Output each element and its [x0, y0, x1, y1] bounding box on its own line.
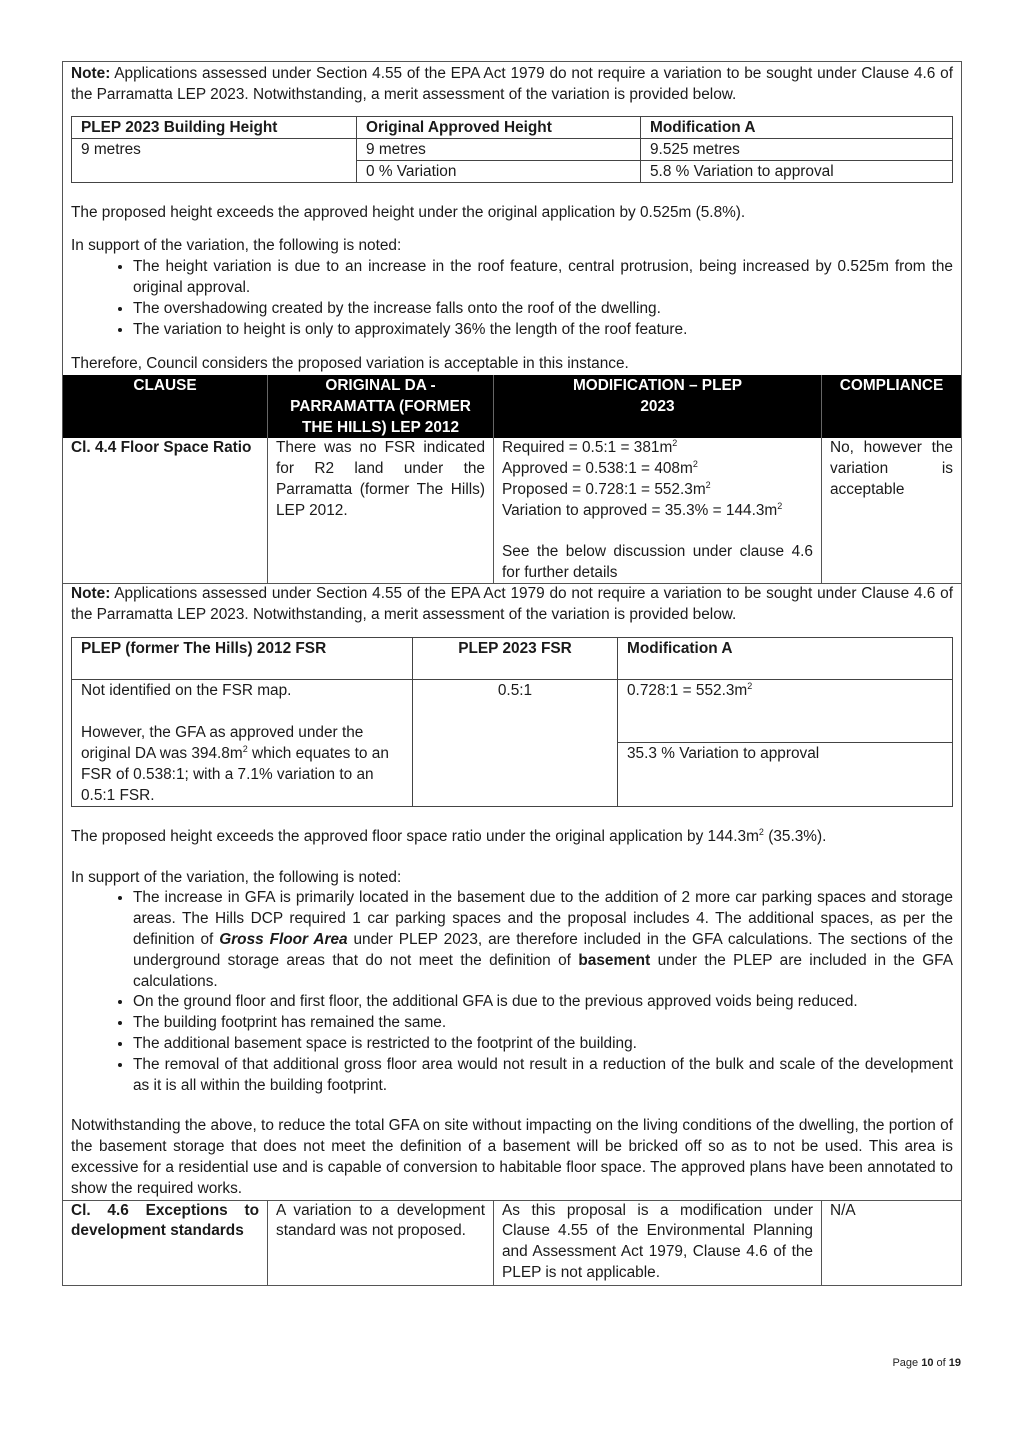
note-text: Applications assessed under Section 4.55 of the EPA Act 1979 do not require a variation to be sought under Clause 4.6 of the Parramatta LEP 2023. Notwithstanding, a merit assessment of the variation is provided below. [71, 585, 953, 623]
approved-line: Approved = 0.538:1 = 408m [502, 459, 693, 477]
table-cell: 9 metres [357, 138, 641, 160]
page-number [892, 1353, 961, 1374]
list-item [133, 888, 953, 992]
table-cell: 0.5:1 [413, 679, 618, 806]
modification-note: See the below discussion under clause 4.6 for further details [502, 543, 813, 582]
compliance-cell: No, however the variation is acceptable [830, 439, 953, 498]
point-text: The increase in GFA is primarily located in the basement due to the addition of 2 more car parking spaces and storage areas. The Hills DCP required 1 car parking spaces and the proposal includes 4. The additional spaces, as per the definition of [133, 889, 953, 948]
superscript: 2 [758, 826, 764, 837]
height-section [63, 62, 961, 375]
page-prefix: Page [892, 1357, 922, 1369]
table-header: PLEP 2023 FSR [413, 637, 618, 679]
fsr-summary-pct: (35.3%). [763, 827, 827, 845]
gfa-text-cont: which equates to an FSR of 0.538:1; with a 7.1% variation to an 0.5:1 FSR. [81, 744, 389, 804]
superscript: 2 [692, 458, 698, 469]
note-label: Note: [71, 65, 111, 82]
table-header: Modification A [641, 116, 953, 138]
page-current: 10 [921, 1357, 934, 1369]
table-cell: 0 % Variation [357, 160, 641, 182]
height-summary: The proposed height exceeds the approved height under the original application by 0.525m (5.8%). [71, 203, 746, 221]
compliance-cell: N/A [830, 1201, 856, 1219]
basement-term: basement [578, 951, 651, 969]
point-text: under PLEP 2023, are therefore included in the GFA calculations. The sections of the underground storage areas that do not meet the definition of [133, 930, 954, 969]
fsr-map-text: Not identified on the FSR map. [81, 681, 292, 699]
table-header: Original Approved Height [357, 116, 641, 138]
table-cell [618, 679, 953, 743]
superscript: 2 [747, 680, 753, 691]
fsr-table [71, 637, 953, 807]
superscript: 2 [672, 438, 678, 449]
table-cell: 9.525 metres [641, 138, 953, 160]
note-label: Note: [71, 585, 111, 603]
fsr-conclusion: Notwithstanding the above, to reduce the total GFA on site without impacting on the living conditions of the dwelling, the portion of the basement storage that does not meet the definition of a basement will be bricked off so as to not be used. This area is excessive for a residential use and is capable of conversion to habitable floor space. The approved plans have been annotated to show the required works. [71, 1117, 953, 1197]
superscript: 2 [705, 479, 711, 490]
table-header-row [63, 375, 961, 438]
header-modification: MODIFICATION – PLEP 2023 [494, 375, 822, 438]
table-cell [72, 679, 413, 806]
table-header: Modification A [618, 637, 953, 679]
support-intro: In support of the variation, the following is noted: [71, 237, 402, 255]
proposed-fsr: 0.728:1 = 552.3m [627, 681, 748, 699]
list-item: • The removal of that additional gross floor area would not result in a reduction of the bulk and scale of the development as it is all within the building footprint. [133, 1055, 953, 1097]
table-cell: 35.3 % Variation to approval [618, 743, 953, 807]
table-header: PLEP 2023 Building Height [72, 116, 357, 138]
fsr-points-list [71, 888, 953, 1096]
list-item: • The height variation is due to an increase in the roof feature, central protrusion, being increased by 0.525m from the original approval. [133, 257, 953, 299]
header-clause: CLAUSE [63, 375, 268, 438]
table-row [72, 138, 953, 160]
height-points-list [71, 257, 953, 340]
point-text: under the PLEP are included in the GFA calculations. [133, 951, 953, 990]
superscript: 2 [777, 500, 783, 511]
table-cell: 5.8 % Variation to approval [641, 160, 953, 182]
table-row [63, 438, 961, 583]
variation-line: Variation to approved = 35.3% = 144.3m [502, 501, 778, 519]
table-header: PLEP (former The Hills) 2012 FSR [72, 637, 413, 679]
fsr-section [63, 583, 961, 1199]
table-row [72, 679, 953, 743]
height-conclusion: Therefore, Council considers the proposed variation is acceptable in this instance. [71, 355, 629, 373]
page-total: 19 [948, 1357, 961, 1369]
height-table [71, 116, 953, 183]
table-row [72, 116, 953, 138]
list-item: • The overshadowing created by the increase falls onto the roof of the dwelling. [133, 299, 953, 320]
original-cell: A variation to a development standard was not proposed. [268, 1201, 494, 1285]
original-cell: There was no FSR indicated for R2 land under the Parramatta (former The Hills) LEP 2012. [268, 438, 494, 583]
superscript: 2 [242, 743, 248, 754]
support-intro: In support of the variation, the following is noted: [71, 868, 402, 886]
required-line: Required = 0.5:1 = 381m [502, 439, 673, 457]
proposed-line: Proposed = 0.728:1 = 552.3m [502, 480, 706, 498]
page-of: of [933, 1357, 949, 1369]
fsr-summary-text: The proposed height exceeds the approved floor space ratio under the original application by 144.3m [71, 827, 759, 845]
note-paragraph [71, 64, 953, 106]
clause-cell: Cl. 4.4 Floor Space Ratio [63, 438, 268, 583]
header-compliance: COMPLIANCE [839, 377, 944, 395]
gfa-text: However, the GFA as approved under the original DA was 394.8m [81, 723, 364, 762]
list-item: • The building footprint has remained the same. [133, 1013, 953, 1034]
list-item: • The additional basement space is restricted to the footprint of the building. [133, 1034, 953, 1055]
note-text: Applications assessed under Section 4.55 of the EPA Act 1979 do not require a variation to be sought under Clause 4.6 of the Parramatta LEP 2023. Notwithstanding, a merit assessment of the variation is provided below. [71, 65, 953, 103]
table-row [63, 1200, 961, 1285]
gfa-term: Gross Floor Area [219, 930, 348, 948]
table-row [72, 637, 953, 679]
table-cell: 9 metres [72, 138, 357, 182]
clause-cell: Cl. 4.6 Exceptions to development standards [63, 1201, 268, 1285]
header-original: ORIGINAL DA - PARRAMATTA (FORMER THE HILLS) LEP 2012 [268, 375, 494, 438]
modification-cell [494, 438, 822, 583]
assessment-table [62, 61, 962, 1286]
list-item: • The variation to height is only to approximately 36% the length of the roof feature. [133, 320, 953, 341]
note-paragraph [71, 584, 953, 626]
fsr-summary [71, 827, 953, 848]
modification-cell: As this proposal is a modification under Clause 4.55 of the Environmental Planning and Assessment Act 1979, Clause 4.6 of the PLEP is not applicable. [494, 1201, 822, 1285]
list-item: • On the ground floor and first floor, the additional GFA is due to the previous approved voids being reduced. [133, 992, 953, 1013]
